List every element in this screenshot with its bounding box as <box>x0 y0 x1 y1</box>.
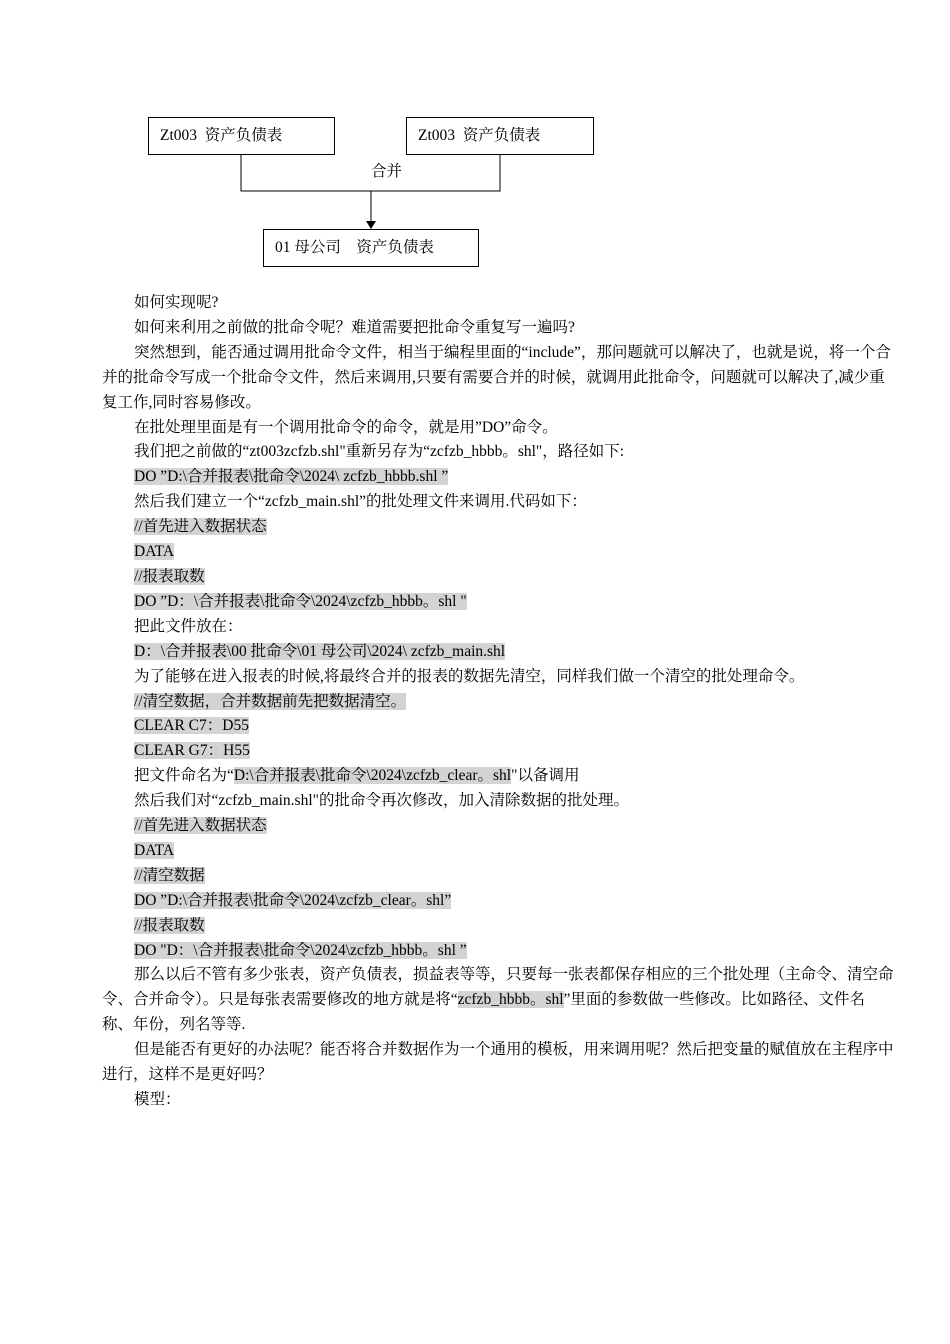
paragraph: 然后我们对“zcfzb_main.shl"的批命令再次修改，加入清除数据的批处理。 <box>134 792 629 810</box>
paragraph: 把此文件放在： <box>134 617 243 635</box>
file-path: D：\合并报表\00 批命令\01 母公司\2024\ zcfzb_main.shl <box>134 642 506 660</box>
text-run: 那么以后不管有多少张表，资产负债表，损益表等等，只要每一张表都保存相应的三个批处理（主命令、清空命令、合并命令）。只是每张表需要修改的地方就是将“ <box>102 966 894 1009</box>
source-table-box-2: Zt003 资产负债表 <box>406 117 594 155</box>
code-text: DO ”D:\合并报表\批命令\2024\zcfzb_clear。shl” <box>134 891 452 909</box>
code-comment: //报表取数 <box>134 916 205 934</box>
arrow-down-icon <box>366 221 376 229</box>
paragraph: 我们把之前做的“zt003zcfzb.shl"重新另存为“zcfzb_hbbb。shl"，路径如下: <box>134 443 625 461</box>
code-line <box>102 864 894 889</box>
source-table-box-1: Zt003 资产负债表 <box>148 117 335 155</box>
code-line <box>102 465 894 490</box>
file-path: D:\合并报表\批命令\2024\zcfzb_clear。shl <box>233 767 512 785</box>
target-table-box: 01 母公司 资产负债表 <box>263 229 479 267</box>
paragraph: 模型： <box>134 1091 181 1108</box>
paragraph: 如何实现呢? <box>134 294 219 311</box>
code-line <box>102 640 894 665</box>
code-text: DO ”D:\合并报表\批命令\2024\ zcfzb_hbbb.shl ” <box>134 468 449 486</box>
code-comment: //首先进入数据状态 <box>134 817 267 835</box>
code-text: DATA <box>134 841 175 859</box>
code-comment: //清空数据 <box>134 866 205 884</box>
code-line <box>102 515 894 540</box>
code-line <box>102 889 894 914</box>
paragraph: 如何来利用之前做的批命令呢？难道需要把批命令重复写一遍吗? <box>134 318 575 336</box>
paragraph <box>102 764 894 789</box>
code-line <box>102 714 894 739</box>
code-text: CLEAR C7：D55 <box>134 717 249 735</box>
code-text: DATA <box>134 543 175 561</box>
code-line <box>102 839 894 864</box>
text-run: "以备调用 <box>511 767 580 785</box>
paragraph: 在批处理里面是有一个调用批命令的命令，就是用”DO”命令。 <box>134 418 558 436</box>
document-body <box>102 291 894 1113</box>
code-comment: //首先进入数据状态 <box>134 518 267 536</box>
code-text: DO "D：\合并报表\批命令\2024\zcfzb_hbbb。shl ” <box>134 941 467 959</box>
paragraph: 但是能否有更好的办法呢？能否将合并数据作为一个通用的模板，用来调用呢？然后把变量的赋值放在主程序中进行，这样不是更好吗？ <box>102 1041 894 1084</box>
text-run: ”里面的参数做一些修改。比如路径、文件名称、年份，列名等等. <box>102 991 865 1034</box>
code-line <box>102 814 894 839</box>
code-line <box>102 565 894 590</box>
code-text: DO ”D：\合并报表\批命令\2024\zcfzb_hbbb。shl " <box>134 592 467 610</box>
paragraph <box>102 963 894 1038</box>
code-line <box>102 540 894 565</box>
code-text: CLEAR G7：H55 <box>134 742 250 760</box>
code-line <box>102 690 894 715</box>
text-run: 把文件命名为“ <box>134 767 234 785</box>
code-line <box>102 590 894 615</box>
code-comment: //报表取数 <box>134 567 205 585</box>
paragraph: 突然想到，能否通过调用批命令文件，相当于编程里面的“include”，那问题就可以解决了，也就是说，将一个合并的批命令写成一个批命令文件，然后来调用,只要有需要合并的时候，就调用此批命令，问题就可以解决了,减少重复工作,同时容易修改。 <box>102 343 891 411</box>
code-line <box>102 914 894 939</box>
code-comment: //清空数据，合并数据前先把数据清空。 <box>134 692 407 710</box>
file-name: zcfzb_hbbb。shl <box>457 991 564 1009</box>
paragraph: 然后我们建立一个“zcfzb_main.shl”的批处理文件来调用.代码如下： <box>134 493 587 511</box>
code-line <box>102 939 894 964</box>
merge-label: 合并 <box>371 163 403 180</box>
paragraph: 为了能够在进入报表的时候,将最终合并的报表的数据先清空，同样我们做一个清空的批处理命令。 <box>134 667 805 685</box>
code-line <box>102 739 894 764</box>
